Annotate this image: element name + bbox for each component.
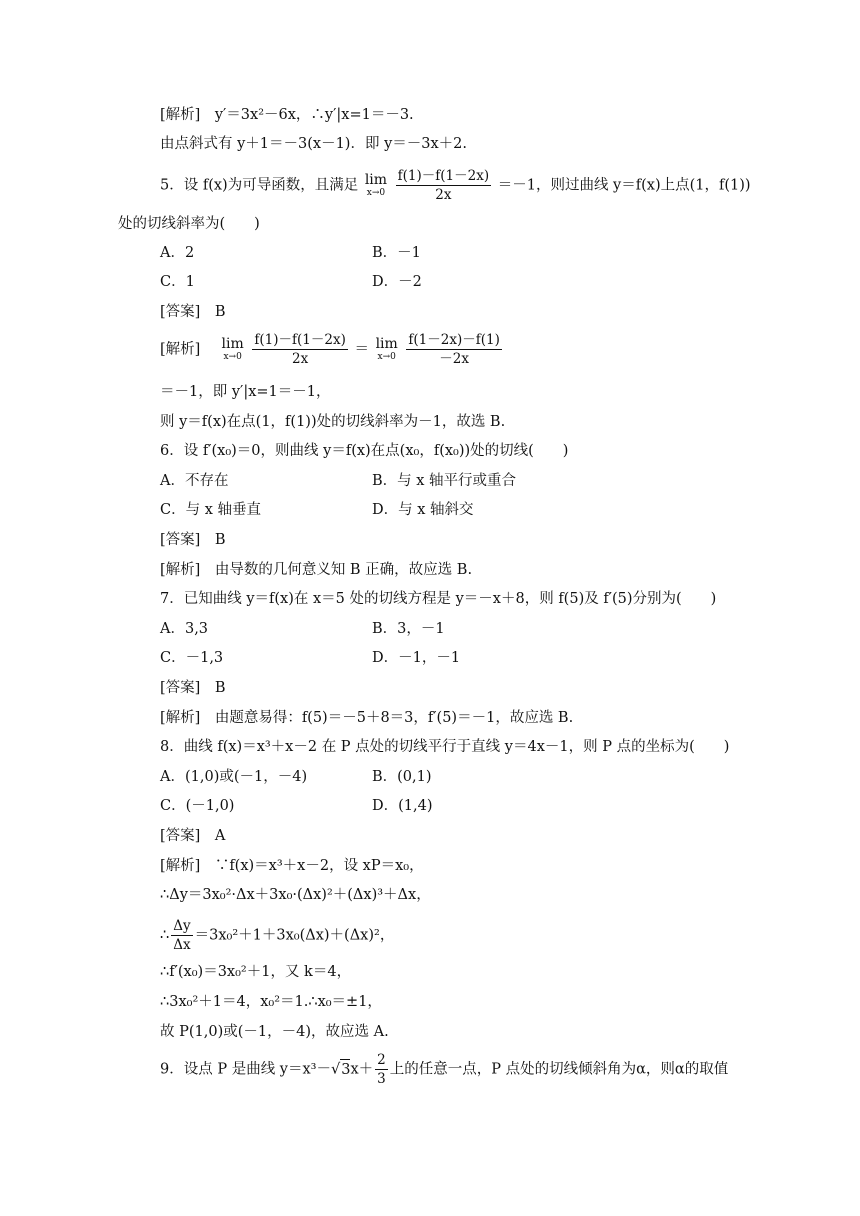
q8-explanation-line-6: 故 P(1,0)或(－1，－4)，故应选 A. <box>160 1024 389 1040</box>
q5-limit <box>365 173 387 198</box>
q7-option-b: B．3，－1 <box>372 621 445 637</box>
q5-exp-limit-1-word: lim <box>221 336 244 352</box>
q7-option-c: C．－1,3 <box>160 650 224 666</box>
q5-option-c: C．1 <box>160 274 195 290</box>
q5-answer: [答案] B <box>160 304 226 320</box>
q7-option-a: A．3,3 <box>160 621 209 637</box>
q5-exp-limit-2 <box>376 337 398 362</box>
solution-line-2: 由点斜式有 y＋1＝－3(x－1)．即 y＝－3x＋2. <box>160 136 468 152</box>
q5-explanation-formula <box>160 332 504 367</box>
q5-exp-num-2: f(1－2x)－f(1) <box>408 332 500 348</box>
q9-numerator: 2 <box>377 1052 386 1068</box>
q5-exp-limit-1 <box>222 337 244 362</box>
q8-explanation-line-3 <box>160 918 394 953</box>
q9-text-post: 上的任意一点，P 点处的切线倾斜角为α，则α的取值 <box>389 1061 729 1078</box>
q5-exp-equals: ＝ <box>354 341 369 358</box>
q5-exp-den-1: 2x <box>292 351 309 367</box>
q5-numerator: f(1)－f(1－2x) <box>397 168 490 184</box>
q5-limit-sub: x→0 <box>366 188 386 198</box>
q5-exp-limit-1-sub: x→0 <box>223 352 242 362</box>
q8-exp3-numerator: Δy <box>173 918 191 934</box>
q5-text-post: ＝－1，则过曲线 y＝f(x)上点(1，f(1)) <box>497 177 751 194</box>
q8-exp3-denominator: Δx <box>173 937 191 953</box>
q5-exp-limit-2-sub: x→0 <box>377 352 396 362</box>
q9-sqrt-radicand: 3 <box>340 1059 350 1080</box>
q5-exp-num-1: f(1)－f(1－2x) <box>254 332 346 348</box>
q8-explanation-line-2: ∴Δy＝3x₀²·Δx＋3x₀·(Δx)²＋(Δx)³＋Δx， <box>160 887 431 903</box>
q7-answer: [答案] B <box>160 680 226 696</box>
q8-exp3-post: ＝3x₀²＋1＋3x₀(Δx)＋(Δx)²， <box>194 927 395 944</box>
q9-fraction <box>375 1052 388 1087</box>
q9-denominator: 3 <box>377 1071 386 1087</box>
q8-exp3-fraction <box>171 918 192 953</box>
q5-explanation-line-3: 则 y＝f(x)在点(1，f(1))处的切线斜率为－1，故选 B. <box>160 414 506 430</box>
q5-exp-fraction-1 <box>252 332 347 367</box>
solution-line-1: [解析] y′＝3x²－6x，∴y′|x=1＝－3. <box>160 107 414 123</box>
q9-sqrt-sign: √ <box>331 1061 341 1078</box>
q5-denominator: 2x <box>435 187 452 203</box>
q8-exp3-pre: ∴ <box>160 927 170 944</box>
question-5-stem <box>160 168 751 203</box>
question-7-stem: 7．已知曲线 y＝f(x)在 x＝5 处的切线方程是 y＝－x＋8，则 f(5)及 f′(5)分别为( ) <box>160 591 717 607</box>
question-8-stem: 8．曲线 f(x)＝x³＋x－2 在 P 点处的切线平行于直线 y＝4x－1，则 P 点的坐标为( ) <box>160 739 730 755</box>
q5-exp-label: [解析] <box>160 341 201 358</box>
q5-fraction <box>396 168 491 203</box>
q7-explanation: [解析] 由题意易得：f(5)＝－5＋8＝3，f′(5)＝－1，故应选 B. <box>160 710 574 726</box>
q8-option-b: B．(0,1) <box>372 769 432 785</box>
q8-explanation-line-4: ∴f′(x₀)＝3x₀²＋1，又 k＝4， <box>160 964 352 980</box>
q5-exp-limit-2-word: lim <box>375 336 398 352</box>
question-5-line-2: 处的切线斜率为( ) <box>118 216 260 232</box>
q5-limit-word: lim <box>364 172 388 188</box>
q9-text-mid: x＋ <box>350 1061 374 1078</box>
q8-explanation-line-1: [解析] ∵f(x)＝x³＋x－2，设 xP＝x₀， <box>160 858 424 874</box>
q5-exp-fraction-2 <box>406 332 501 367</box>
question-6-stem: 6．设 f′(x₀)＝0，则曲线 y＝f(x)在点(x₀，f(x₀))处的切线( ) <box>160 443 569 459</box>
q5-exp-den-2: －2x <box>439 351 469 367</box>
q7-option-d: D．－1，－1 <box>372 650 461 666</box>
q6-option-b: B．与 x 轴平行或重合 <box>372 473 517 489</box>
q8-option-c: C．(－1,0) <box>160 798 235 814</box>
q9-text-pre: 9．设点 P 是曲线 y＝x³－ <box>160 1061 331 1078</box>
q8-option-d: D．(1,4) <box>372 798 433 814</box>
q6-option-a: A．不存在 <box>160 473 229 489</box>
q8-option-a: A．(1,0)或(－1，－4) <box>160 769 308 785</box>
q5-explanation-line-2: ＝－1，即 y′|x=1＝－1， <box>160 384 331 400</box>
question-9-stem <box>160 1052 728 1087</box>
q8-answer: [答案] A <box>160 828 226 844</box>
q5-text-pre: 5．设 f(x)为可导函数，且满足 <box>160 177 359 194</box>
q5-option-a: A．2 <box>160 245 195 261</box>
q6-answer: [答案] B <box>160 532 226 548</box>
q6-option-d: D．与 x 轴斜交 <box>372 502 474 518</box>
q5-option-d: D．－2 <box>372 274 422 290</box>
q6-explanation: [解析] 由导数的几何意义知 B 正确，故应选 B. <box>160 562 473 578</box>
q8-explanation-line-5: ∴3x₀²＋1＝4，x₀²＝1.∴x₀＝±1， <box>160 994 382 1010</box>
q5-option-b: B．－1 <box>372 245 421 261</box>
q6-option-c: C．与 x 轴垂直 <box>160 502 261 518</box>
